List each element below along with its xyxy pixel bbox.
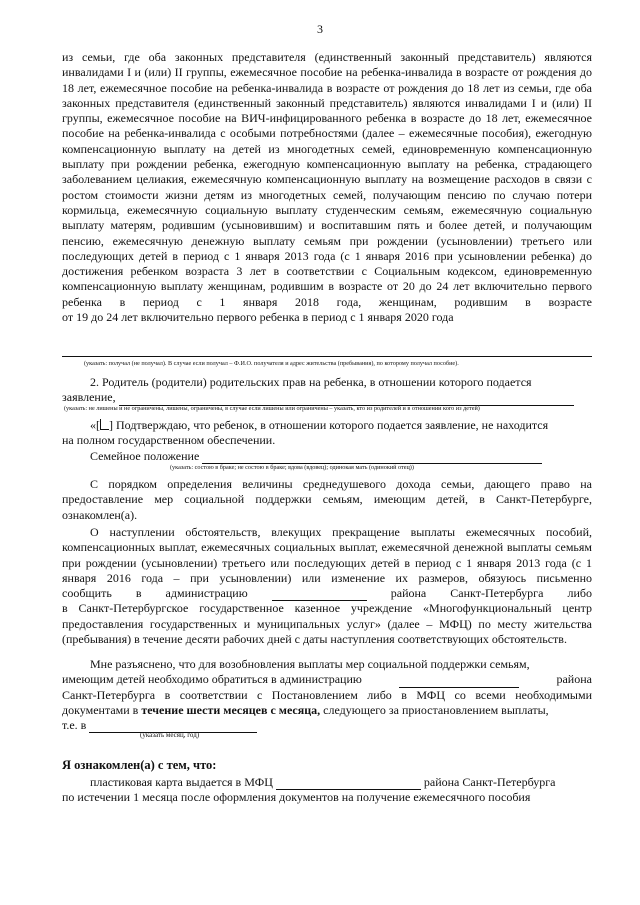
ack-block	[62, 757, 592, 806]
circ-report-e: Санкт-Петербурга	[450, 586, 544, 601]
card-a: пластиковая карта выдается в МФЦ	[90, 775, 273, 789]
resume-3-suffix: следующего за приостановлением выплаты,	[320, 702, 549, 717]
para-resume-3	[62, 688, 592, 719]
confirm-block	[62, 418, 592, 464]
resume-2a: имеющим детей необходимо обратиться в администрацию	[62, 672, 362, 687]
intro-paragraph	[62, 50, 592, 325]
income-paragraph	[62, 477, 592, 523]
ack-heading: Я ознакомлен(а) с тем, что:	[62, 758, 217, 772]
circ-report-d: района	[390, 586, 427, 601]
received-underline	[62, 356, 592, 357]
confirm-line2: на полном государственном обеспечении.	[62, 433, 276, 448]
card-line2: по истечении 1 месяца после оформления документов на получение ежемесячного пособия	[62, 790, 531, 805]
note-marital: (указать: состою в браке; не состою в браке; вдова (вдовец); одинокая мать (одинокий отец))	[170, 464, 414, 471]
resume-te: т.е. в	[62, 718, 87, 733]
section2-line2	[62, 390, 592, 405]
resume-3-bold: течение шести месяцев с месяца,	[141, 702, 321, 717]
section-2	[62, 375, 592, 406]
marital-row	[62, 449, 592, 464]
card-b: района Санкт-Петербурга	[423, 775, 556, 789]
confirm-checkbox[interactable]	[100, 419, 109, 430]
circ-report-f: либо	[567, 586, 592, 601]
section2-word: заявление,	[62, 390, 116, 405]
para-resume-1: Мне разъяснено, что для возобновления выплаты мер социальной поддержки семьям,	[90, 657, 530, 671]
confirm-suffix: ] Подтверждаю, что ребенок, в отношении которого подается заявление, не находится	[109, 418, 549, 432]
confirm-prefix: «[	[90, 418, 100, 432]
circ-report-row	[62, 586, 592, 601]
resume-2b: района	[556, 672, 592, 687]
page-number: 3	[317, 22, 323, 36]
intro-last-line: от 19 до 24 лет включительно первого ребенка в период с 1 января 2020 года	[62, 310, 454, 325]
para-circ: О наступлении обстоятельств, влекущих прекращение выплаты ежемесячных пособий, компенсационных выплат, ежемесячных социальных выплат, ежемесячной денежной выплаты семьям при рождении (усыновлении) третьего или последующих детей в период с 1 января 2013 года (с 1 января 2016 года – при усыновлении) или изменение их размеров, обязуюсь письменно	[62, 525, 592, 585]
note-deprived: (указать: не лишены и не ограничены, лишены, ограничены, в случае если лишены или ограничены – указать, кто из родителей и в отношении кого из детей)	[64, 405, 480, 412]
note-month: (указать месяц, год)	[140, 731, 200, 739]
intro-text: из семьи, где оба законных представителя (единственный законный представитель) являются инвалидами I и (или) II группы, ежемесячное пособие на ребенка-инвалида в возрасте от рождения до 18 лет, ежемесячное пособие на ребенка-инвалида в возрасте от рождения до 18 лет из семьи, где оба законных представителя (единственный законный представитель) являются инвалидами I и (или) II группы, ежемесячное пособие на ВИЧ-инфицированного ребенка в возрасте до 18 лет, ежемесячное пособие на ребенка-инвалида с особыми потребностями (далее – ежемесячные пособия), ежегодную компенсационную выплату на детей из многодетных семей, единовременную компенсационную выплату при рождении ребенка, ежегодную компенсационную выплату на ребенка, страдающего заболеванием целиакия, ежемесячную компенсационную выплату на возмещение расходов в связи с ростом стоимости жизни детям из многодетных семей, получающим пенсию по случаю потери кормильца, ежемесячную социальную выплату студенческим семьям, ежемесячную социальную выплату матерям, родившим (усыновившим) и воспитавшим пять и более детей, и получающим пенсию, ежемесячную денежную выплату семьям при рождении (усыновлении) третьего или последующих детей в период с 1 января 2013 года (с 1 января 2016 при усыновлении ребенка) до достижения ребенком возраста 3 лет в соответствии с Социальным кодексом, единовременную компенсационную выплату женщинам, родившим в возрасте от 20 до 24 лет включительно первого ребенка в период с 1 января 2018 года, женщинам, родившим в возрасте	[62, 50, 592, 309]
confirm-line1	[62, 418, 592, 433]
circ-report-a: сообщить	[62, 586, 112, 601]
para-circ-tail: в Санкт-Петербургское государственное казенное учреждение «Многофункциональный центр предоставления государственных и муниципальных услуг» (далее – МФЦ) по месту жительства (пребывания) в течение десяти рабочих дней с даты наступления соответствующих обстоятельств.	[62, 601, 592, 647]
marital-label: Семейное положение	[90, 448, 200, 463]
circ-report-b: в	[135, 586, 142, 601]
resume-row-2	[62, 672, 592, 687]
note-received: (указать: получал (не получал). В случае если получал – Ф.И.О. получателя и адрес жительства (пребывания), по которому получал пособие).	[84, 360, 459, 367]
resume-3-prefix: Санкт-Петербурга в соответствии с Постановлением либо в МФЦ со всеми необходимыми документами в	[62, 687, 592, 717]
card-row	[62, 775, 592, 790]
section2-line1: 2. Родитель (родители) родительских прав на ребенка, в отношении которого подается	[90, 375, 532, 389]
para-income: С порядком определения величины среднедушевого дохода семьи, дающего право на предоставление мер социальной поддержки семьям, имеющим детей, в Санкт-Петербурге, ознакомлен(а).	[62, 477, 592, 522]
resume-paragraph	[62, 657, 592, 733]
circumstances-paragraph	[62, 525, 592, 647]
circ-report-c: администрацию	[165, 586, 248, 601]
